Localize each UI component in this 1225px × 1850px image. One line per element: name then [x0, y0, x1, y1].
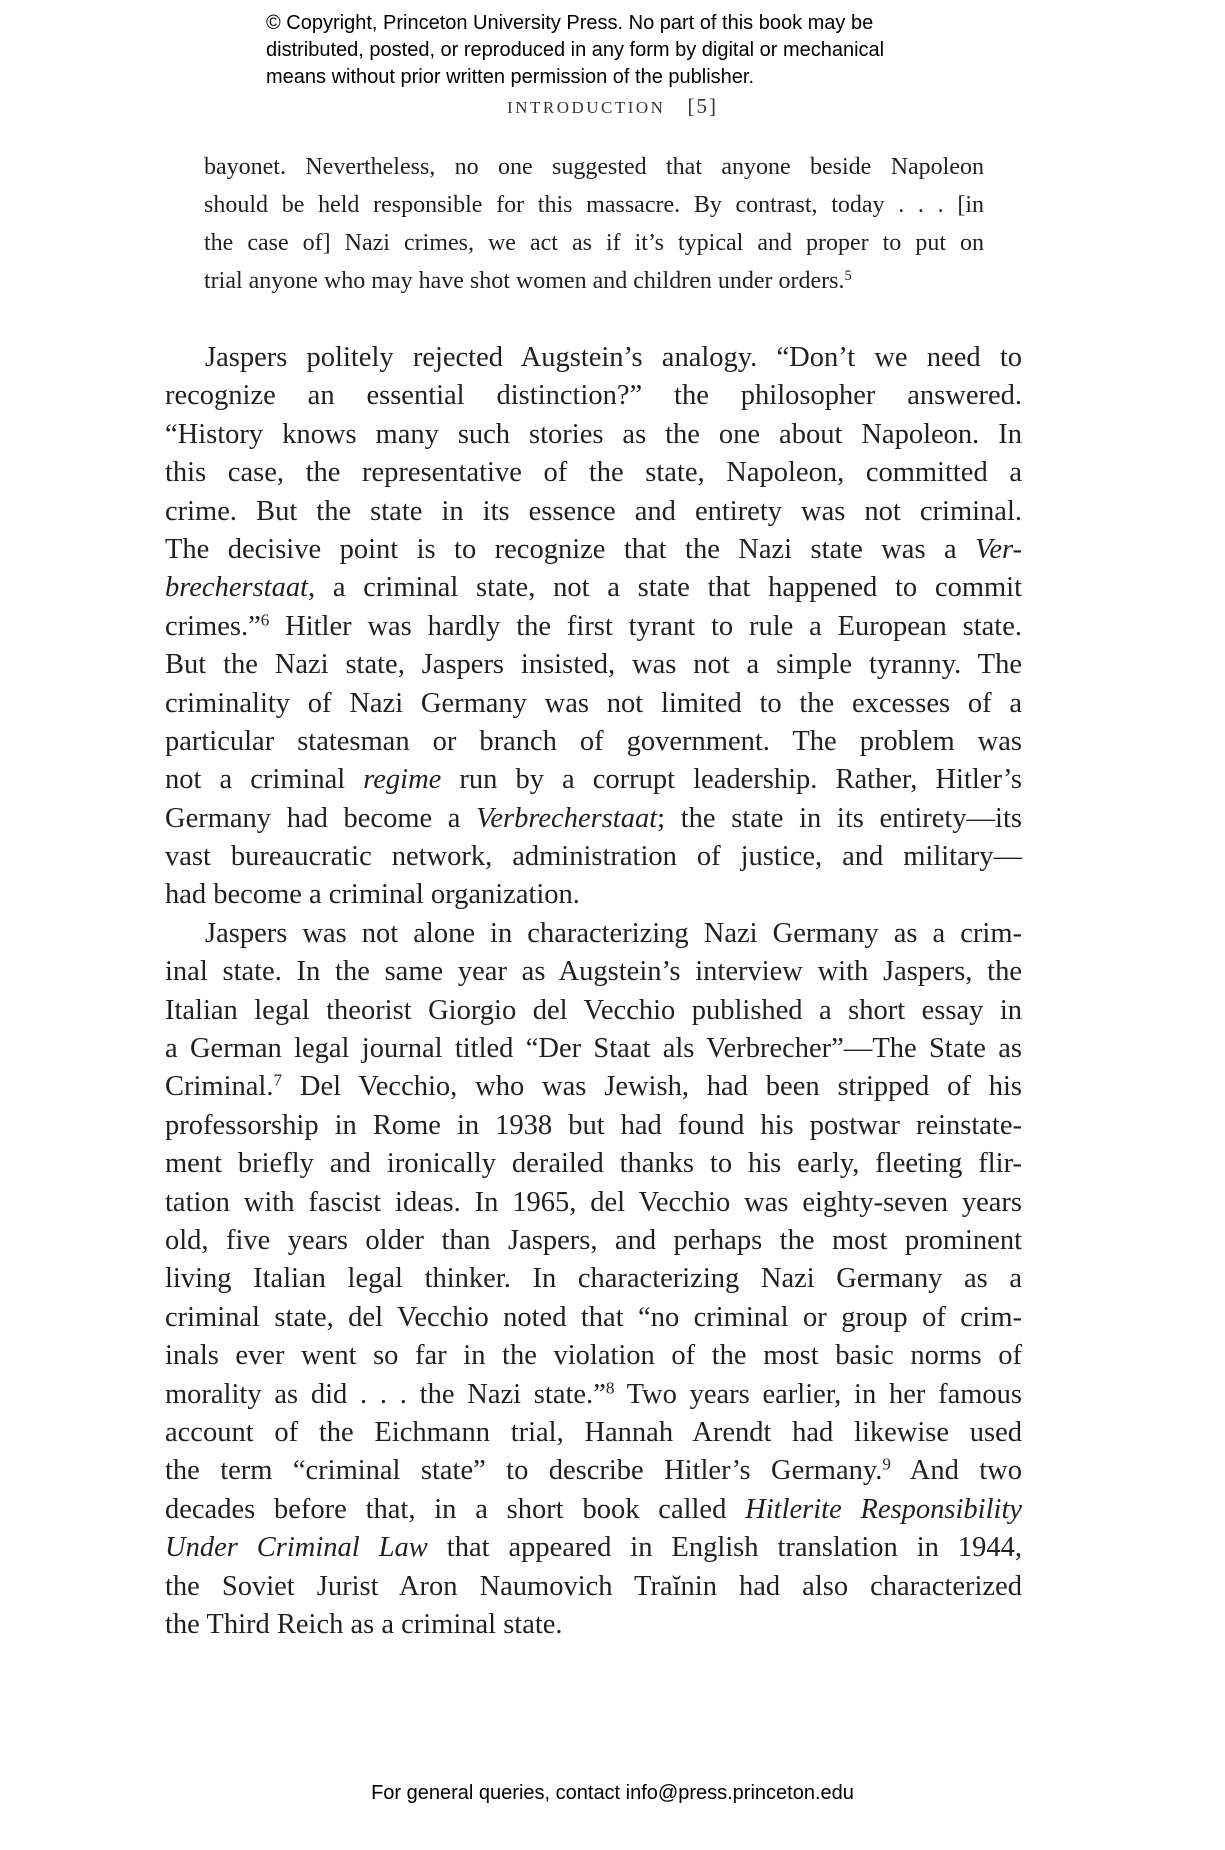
text-segment: should be held responsible for this massacre. By contrast, today . . . [in	[204, 192, 984, 218]
text-line	[165, 1452, 1022, 1490]
text-line	[165, 377, 1022, 415]
text-line	[165, 1337, 1022, 1375]
italic-text: Ver-	[975, 533, 1022, 565]
text-segment: crimes.”	[165, 610, 261, 642]
footnote-marker: 9	[882, 1454, 891, 1474]
text-line	[165, 1030, 1022, 1068]
text-segment: “History knows many such stories as the one about Napoleon. In	[165, 418, 1022, 450]
text-line	[165, 800, 1022, 838]
text-segment: Germany had become a	[165, 802, 477, 834]
text-line	[165, 608, 1022, 646]
text-segment: But the Nazi state, Jaspers insisted, was not a simple tyranny. The	[165, 649, 1022, 681]
text-segment: a German legal journal titled “Der Staat als Verbrecher”—The State as	[165, 1033, 1022, 1065]
text-segment: criminality of Nazi Germany was not limited to the excesses of a	[165, 687, 1022, 719]
text-line	[165, 569, 1022, 607]
italic-text: regime	[363, 764, 442, 796]
text-line	[165, 1260, 1022, 1298]
text-segment: Italian legal theorist Giorgio del Vecchio published a short essay in	[165, 994, 1022, 1026]
copyright-line: means without prior written permission of the publisher.	[266, 66, 755, 88]
text-segment: decades before that, in a short book called	[165, 1493, 746, 1525]
text-segment: ; the state in its entirety—its	[657, 802, 1022, 834]
text-line	[165, 1107, 1022, 1145]
footnote-marker: 7	[273, 1071, 282, 1091]
footnote-marker: 6	[260, 610, 270, 630]
text-line	[165, 953, 1022, 991]
text-line	[204, 224, 984, 262]
text-segment: trial anyone who may have shot women and children under orders.	[204, 268, 845, 294]
text-line	[165, 493, 1022, 531]
text-line	[165, 1568, 1022, 1606]
text-segment: not a criminal	[165, 764, 364, 796]
text-line	[165, 723, 1022, 761]
text-segment: living Italian legal thinker. In characterizing Nazi Germany as a	[165, 1263, 1022, 1295]
body-text	[165, 339, 1022, 1644]
text-segment: the Soviet Jurist Aron Naumovich Traĭnin had also characterized	[165, 1570, 1022, 1602]
text-line	[165, 1491, 1022, 1529]
text-segment: the Third Reich as a criminal state.	[165, 1608, 563, 1640]
text-segment: that appeared in English translation in 1944,	[427, 1532, 1022, 1564]
text-line	[165, 1414, 1022, 1452]
italic-text: Under Criminal Law	[165, 1532, 428, 1564]
text-segment: inals ever went so far in the violation of the most basic norms of	[165, 1340, 1022, 1372]
text-segment: professorship in Rome in 1938 but had found his postwar reinstate-	[165, 1109, 1022, 1141]
italic-text: Verbrecherstaat	[476, 802, 658, 834]
text-line	[165, 915, 1022, 953]
text-segment: the term “criminal state” to describe Hitler’s Germany.	[165, 1455, 883, 1487]
text-line	[165, 1299, 1022, 1337]
text-segment: Two years earlier, in her famous	[614, 1378, 1023, 1410]
text-line	[204, 148, 984, 186]
text-segment: criminal state, del Vecchio noted that “no criminal or group of crim-	[165, 1301, 1022, 1333]
text-line	[165, 1606, 1022, 1644]
text-segment: , a criminal state, not a state that happened to commit	[308, 572, 1022, 604]
text-segment: inal state. In the same year as Augstein’s interview with Jaspers, the	[165, 956, 1022, 988]
text-line	[165, 876, 1022, 914]
text-segment: Hitler was hardly the first tyrant to rule a European state.	[269, 610, 1022, 642]
text-line	[165, 1222, 1022, 1260]
text-line	[165, 416, 1022, 454]
running-head-title: INTRODUCTION	[507, 98, 666, 117]
text-line	[165, 838, 1022, 876]
text-segment: Del Vecchio, who was Jewish, had been stripped of his	[282, 1071, 1022, 1103]
text-line	[165, 685, 1022, 723]
text-line	[165, 1529, 1022, 1567]
text-line	[165, 1145, 1022, 1183]
footnote-marker: 5	[844, 268, 852, 285]
text-segment: Jaspers politely rejected Augstein’s analogy. “Don’t we need to	[205, 342, 1022, 373]
text-segment: this case, the representative of the state, Napoleon, committed a	[165, 457, 1022, 489]
copyright-line: © Copyright, Princeton University Press. No part of this book may be	[266, 12, 874, 34]
text-segment: crime. But the state in its essence and entirety was not criminal.	[165, 495, 1022, 527]
text-segment: had become a criminal organization.	[165, 879, 580, 911]
text-segment: old, five years older than Jaspers, and perhaps the most prominent	[165, 1224, 1022, 1256]
text-segment: the case of] Nazi crimes, we act as if it’s typical and proper to put on	[204, 230, 984, 256]
text-segment: run by a corrupt leadership. Rather, Hitler’s	[441, 764, 1023, 796]
copyright-notice	[266, 10, 884, 91]
text-segment: recognize an essential distinction?” the philosopher answered.	[165, 380, 1022, 412]
text-segment: bayonet. Nevertheless, no one suggested that anyone beside Napoleon	[204, 154, 984, 180]
text-line	[165, 761, 1022, 799]
text-segment: Criminal.	[165, 1071, 274, 1103]
footer-contact: For general queries, contact info@press.princeton.edu	[371, 1782, 854, 1804]
footnote-marker: 8	[605, 1378, 615, 1398]
text-line	[165, 339, 1022, 377]
copyright-line: distributed, posted, or reproduced in any form by digital or mechanical	[266, 39, 885, 61]
text-segment: account of the Eichmann trial, Hannah Arendt had likewise used	[165, 1416, 1022, 1448]
text-line	[165, 646, 1022, 684]
block-quote	[204, 148, 984, 300]
text-segment: morality as did . . . the Nazi state.”	[165, 1378, 606, 1410]
text-segment: particular statesman or branch of government. The problem was	[165, 725, 1022, 757]
text-segment: tation with fascist ideas. In 1965, del Vecchio was eighty-seven years	[165, 1186, 1022, 1218]
page-number: [5]	[687, 94, 718, 118]
text-line	[165, 1068, 1022, 1106]
running-head	[0, 94, 1225, 119]
text-segment: The decisive point is to recognize that the Nazi state was a	[165, 533, 976, 565]
text-segment: Jaspers was not alone in characterizing Nazi Germany as a crim-	[205, 917, 1022, 949]
text-line	[204, 262, 984, 300]
text-line	[165, 992, 1022, 1030]
text-segment: vast bureaucratic network, administration of justice, and military—	[165, 841, 1022, 873]
text-line	[165, 1376, 1022, 1414]
text-line	[165, 531, 1022, 569]
text-segment: ment briefly and ironically derailed thanks to his early, fleeting flir-	[165, 1148, 1022, 1180]
italic-text: Hitlerite Responsibility	[745, 1493, 1023, 1525]
text-segment: And two	[890, 1455, 1022, 1487]
italic-text: brecherstaat	[165, 572, 309, 604]
text-line	[204, 186, 984, 224]
text-line	[165, 1184, 1022, 1222]
text-line	[165, 454, 1022, 492]
